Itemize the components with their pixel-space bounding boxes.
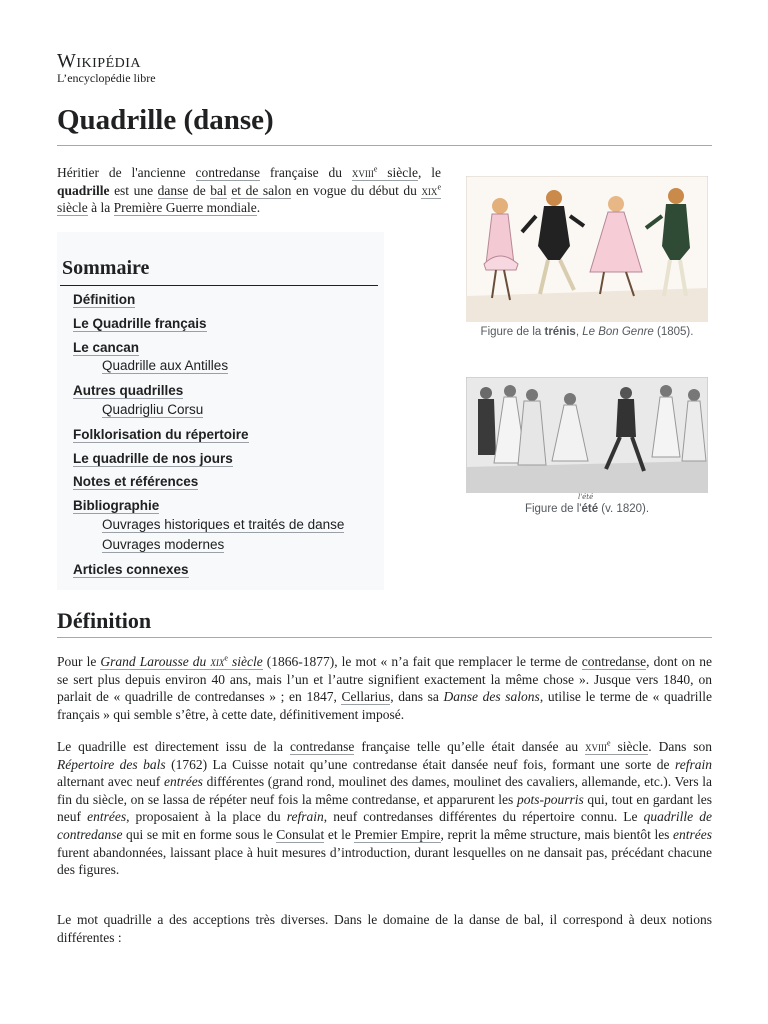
toc-item-antilles[interactable]: Quadrille aux Antilles bbox=[102, 358, 229, 373]
link-19e-siecle[interactable]: xix$^e$ siècle bbox=[57, 182, 441, 216]
figure-trenis-image[interactable] bbox=[466, 176, 708, 322]
link-premiere-guerre-mondiale[interactable]: Première Guerre mondiale bbox=[113, 200, 257, 216]
link-cellarius[interactable]: Cellarius bbox=[341, 689, 391, 705]
definition-paragraph-3: Le mot quadrille a des acceptions très diverses. Dans le domaine de la danse de bal, il correspond à deux notions différentes : bbox=[57, 912, 712, 945]
toc-item-folklorisation[interactable]: Folklorisation du répertoire bbox=[73, 427, 249, 442]
toc-item-definition[interactable]: Définition bbox=[73, 292, 136, 307]
toc-item-ouvrages-historiques[interactable]: Ouvrages historiques et traités de danse bbox=[102, 517, 345, 532]
definition-paragraph-1: Pour le Grand Larousse du xix$^e$ siècle (1866-1877), le mot « n’a fait que remplacer le terme de contredanse, dont on ne se sert plus depuis environ 40 ans, mais l’un et l’autre signifient exactement la même chose ». Jusque vers 1840, on parlait de « quadrille de contredanses » ; en 1847, Cellarius, dans sa Danse des salons, utilise le terme de « quadrille français » qui semble s’être, à cette date, définitivement imposé. bbox=[57, 653, 712, 722]
link-premier-empire[interactable]: Premier Empire bbox=[354, 826, 441, 842]
link-contredanse-3[interactable]: contredanse bbox=[289, 739, 355, 754]
toc-item-quadrille-francais[interactable]: Le Quadrille français bbox=[73, 316, 207, 331]
toc-item-quadrigliu-corsu[interactable]: Quadrigliu Corsu bbox=[102, 402, 204, 417]
link-consulat[interactable]: Consulat bbox=[276, 826, 325, 842]
toc-item-autres-quadrilles[interactable]: Autres quadrilles bbox=[73, 383, 184, 398]
toc-item-articles-connexes[interactable]: Articles connexes bbox=[73, 562, 189, 577]
toc-item-cancan[interactable]: Le cancan bbox=[73, 340, 140, 355]
link-bal[interactable]: bal bbox=[210, 182, 227, 198]
figure-ete-caption: Figure de l'été (v. 1820). bbox=[524, 503, 650, 515]
section-heading-definition: Définition bbox=[57, 608, 152, 633]
toc-divider bbox=[60, 285, 378, 286]
link-18e-siecle-2[interactable]: xviii$^e$ siècle bbox=[585, 738, 649, 754]
link-danse[interactable]: danse bbox=[157, 182, 189, 198]
wikipedia-logo-title[interactable]: Wikipédia bbox=[57, 50, 142, 72]
toc-item-nos-jours[interactable]: Le quadrille de nos jours bbox=[73, 451, 233, 466]
intro-paragraph: Héritier de l'ancienne contredanse française du xviii$^e$ siècle, le quadrille est une danse de bal et de salon en vogue du début du xix$^e$ siècle à la Première Guerre mondiale. bbox=[57, 164, 442, 216]
link-et-de-salon[interactable]: et de salon bbox=[231, 182, 292, 198]
link-18e-siecle[interactable]: xviii$^e$ siècle bbox=[351, 164, 419, 180]
title-divider bbox=[57, 145, 712, 146]
toc-item-bibliographie[interactable]: Bibliographie bbox=[73, 498, 160, 513]
toc-item-ouvrages-modernes[interactable]: Ouvrages modernes bbox=[102, 537, 225, 552]
toc-title: Sommaire bbox=[62, 257, 150, 279]
section-divider bbox=[57, 637, 712, 638]
wikipedia-logo-tagline: L’encyclopédie libre bbox=[57, 71, 156, 85]
figure-ete-scribble: l'été bbox=[578, 493, 594, 501]
link-grand-larousse[interactable]: Grand Larousse du xix$^e$ siècle bbox=[100, 653, 263, 669]
link-contredanse[interactable]: contredanse bbox=[195, 165, 260, 180]
page-title: Quadrille (danse) bbox=[57, 104, 274, 136]
toc-item-notes-references[interactable]: Notes et références bbox=[73, 474, 199, 489]
figure-ete-image[interactable] bbox=[466, 377, 708, 493]
definition-paragraph-2: Le quadrille est directement issu de la contredanse française telle qu’elle était dansée au xviii$^e$ siècle. Dans son Répertoire des bals (1762) La Cuisse notait qu’une contredanse était dansée neuf fois, formant une sorte de refrain alternant avec neuf entrées différentes (grand rond, moulinet des dames, moulinet des cavaliers, allemande, etc.). Vers la fin du siècle, on se lassa de répéter neuf fois la même contredanse, et apparurent les pots-pourris qui, tout en gardant les neuf entrées, proposaient à la place du refrain, neuf contredanses différentes du répertoire connu. Le quadrille de contredanse qui se mit en forme sous le Consulat et le Premier Empire, reprit la même structure, mais bientôt les entrées furent abandonnées, laissant place à huit mesures d’introduction, durant lesquelles on ne dansait pas, précédant chacune des figures. bbox=[57, 738, 713, 878]
figure-trenis-caption: Figure de la trénis, Le Bon Genre (1805). bbox=[480, 326, 694, 338]
link-contredanse-2[interactable]: contredanse bbox=[581, 654, 647, 669]
